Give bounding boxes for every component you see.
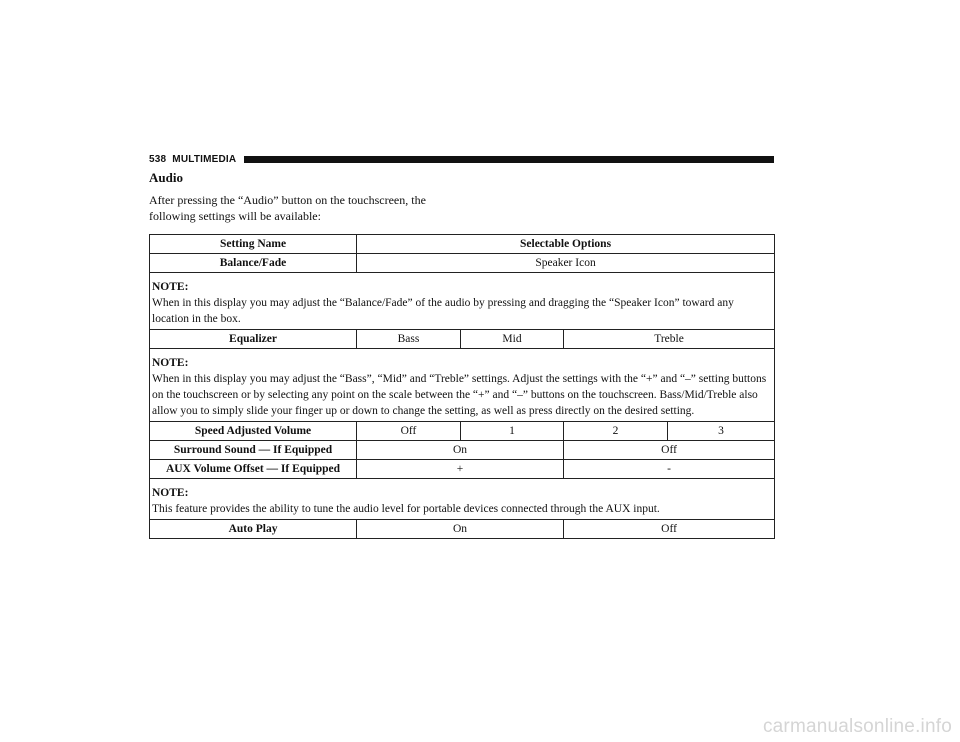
- surround-option-off: Off: [564, 441, 775, 460]
- speed-option-1: 1: [461, 422, 564, 441]
- note-balance: [150, 273, 775, 330]
- balance-label: Balance/Fade: [150, 254, 357, 273]
- table-row-note-balance: [150, 273, 775, 330]
- note-equalizer: [150, 349, 775, 422]
- balance-option: Speaker Icon: [357, 254, 775, 273]
- speed-option-3: 3: [668, 422, 775, 441]
- speed-volume-label: Speed Adjusted Volume: [150, 422, 357, 441]
- intro-paragraph: After pressing the “Audio” button on the touchscreen, the following settings will be available:: [149, 193, 426, 223]
- speed-option-2: 2: [564, 422, 668, 441]
- table-row-note-aux: [150, 479, 775, 520]
- equalizer-option-mid: Mid: [461, 330, 564, 349]
- autoplay-option-on: On: [357, 520, 564, 539]
- header-selectable-options: Selectable Options: [357, 235, 775, 254]
- note-text: This feature provides the ability to tune the audio level for portable devices connected through the AUX input.: [152, 503, 660, 515]
- aux-option-plus: +: [357, 460, 564, 479]
- table-row-speed-volume: [150, 422, 775, 441]
- table-row-autoplay: [150, 520, 775, 539]
- table-row-equalizer: [150, 330, 775, 349]
- note-label: NOTE:: [152, 357, 189, 369]
- header-rule: [244, 156, 774, 163]
- section-title: MULTIMEDIA: [172, 153, 237, 165]
- table-row-note-equalizer: [150, 349, 775, 422]
- table-row-surround: [150, 441, 775, 460]
- speed-option-off: Off: [357, 422, 461, 441]
- autoplay-label: Auto Play: [150, 520, 357, 539]
- note-label: NOTE:: [152, 281, 189, 293]
- equalizer-option-treble: Treble: [564, 330, 775, 349]
- section-heading: Audio: [149, 170, 183, 185]
- page-number: 538: [149, 153, 167, 165]
- note-text: When in this display you may adjust the “Bass”, “Mid” and “Treble” settings. Adjust the settings with the “+” and “–” setting buttons on the touchscreen or by selecting any point on the scale between the “+” and “–” buttons on the touchscreen. Bass/Mid/Treble also allow you to simply slide your finger up or down to change the setting, as well as press directly on the desired setting.: [152, 373, 767, 417]
- audio-settings-table: [149, 234, 775, 539]
- surround-option-on: On: [357, 441, 564, 460]
- note-text: When in this display you may adjust the “Balance/Fade” of the audio by pressing and dragging the “Speaker Icon” toward any location in the box.: [152, 297, 734, 325]
- aux-offset-label: AUX Volume Offset — If Equipped: [150, 460, 357, 479]
- table-header-row: [150, 235, 775, 254]
- page-header: [149, 152, 774, 166]
- note-aux: [150, 479, 775, 520]
- equalizer-option-bass: Bass: [357, 330, 461, 349]
- table-row-balance: [150, 254, 775, 273]
- autoplay-option-off: Off: [564, 520, 775, 539]
- surround-label: Surround Sound — If Equipped: [150, 441, 357, 460]
- header-setting-name: Setting Name: [150, 235, 357, 254]
- table-row-aux-offset: [150, 460, 775, 479]
- aux-option-minus: -: [564, 460, 775, 479]
- watermark: carmanualsonline.info: [762, 716, 952, 737]
- note-label: NOTE:: [152, 487, 189, 499]
- equalizer-label: Equalizer: [150, 330, 357, 349]
